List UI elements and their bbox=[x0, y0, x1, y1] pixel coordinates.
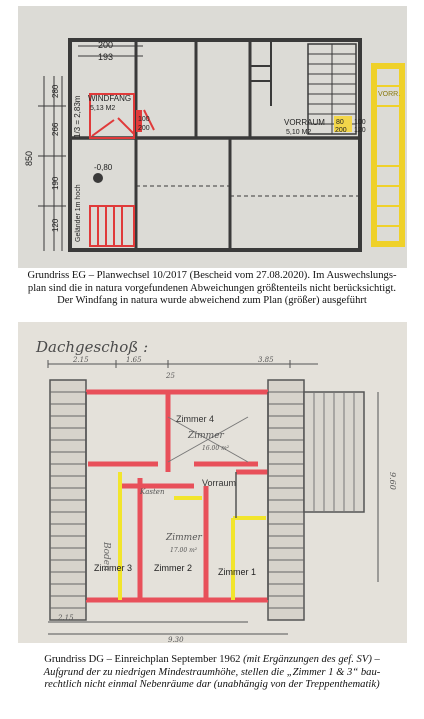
railing-label: Geländer 1m hoch bbox=[75, 184, 82, 242]
zimmer4-orig-label: Zimmer bbox=[188, 431, 224, 441]
door-200b: 200 bbox=[335, 127, 347, 134]
door-200a: 200 bbox=[138, 125, 150, 132]
dim-bottom-930: 9.30 bbox=[168, 636, 184, 643]
caption2-line2 bbox=[8, 667, 416, 680]
vorraum-area: 5,10 M2 bbox=[286, 129, 312, 136]
caption2-line3 bbox=[8, 679, 416, 692]
ground-floor-plan-image bbox=[18, 6, 407, 268]
ground-floor-caption bbox=[8, 270, 416, 308]
vorr-label: VORR. bbox=[378, 91, 401, 98]
door-120: 120 bbox=[354, 127, 366, 134]
dim-193: 193 bbox=[98, 52, 114, 62]
windfang-label: WINDFANG bbox=[88, 94, 132, 103]
dim-280: 280 bbox=[51, 84, 60, 98]
dim-top-25: 25 bbox=[166, 372, 175, 380]
level-label: -0,80 bbox=[94, 163, 113, 172]
caption1-line1: Grundriss EG – Planwechsel 10/2017 (Bescheid vom 27.08.2020). Im Auswechslungs- bbox=[27, 270, 397, 281]
attic-floor-plan-image bbox=[18, 322, 407, 643]
zimmer4-label: Zimmer 4 bbox=[176, 414, 214, 424]
zimmer1-label: Zimmer 1 bbox=[218, 567, 256, 577]
door-100b: 100 bbox=[354, 119, 366, 126]
vorraum-label: VORRAUM bbox=[284, 118, 325, 127]
kasten-label: Kasten bbox=[140, 488, 165, 496]
caption1-line2: plan sind die in natura vorgefundenen Abweichungen größtenteils nicht berücksichtigt. bbox=[27, 282, 397, 294]
dim-266: 266 bbox=[51, 122, 60, 136]
door-80: 80 bbox=[336, 119, 344, 126]
zimmer4-area: 16.00 m² bbox=[202, 445, 230, 452]
vorraum-label: Vorraum bbox=[202, 478, 237, 488]
stair-height-label: 1/3 = 2,83m bbox=[73, 95, 82, 138]
dim-120: 120 bbox=[51, 218, 60, 232]
dim-bottom-215: 2.15 bbox=[58, 614, 74, 622]
dim-top-385: 3.85 bbox=[258, 356, 274, 364]
door-100a: 100 bbox=[138, 116, 150, 123]
dim-200: 200 bbox=[98, 40, 114, 50]
dim-190: 190 bbox=[51, 176, 60, 190]
caption2-line1-italic: (mit Ergänzungen des gef. SV) – bbox=[243, 654, 380, 665]
zimmer2-label: Zimmer 2 bbox=[154, 563, 192, 573]
zimmer3-label: Zimmer 3 bbox=[94, 563, 132, 573]
zimmer-center-area: 17.00 m² bbox=[170, 547, 198, 554]
dim-850: 850 bbox=[24, 150, 34, 166]
caption2-line1 bbox=[8, 654, 416, 667]
dim-side-960: 9.60 bbox=[388, 472, 397, 490]
caption1-line3: Der Windfang in natura wurde abweichend zum Plan (größer) ausgeführt bbox=[57, 295, 367, 307]
windfang-area: 5,13 M2 bbox=[90, 105, 116, 112]
caption2-line2-text: Aufgrund der zu niedrigen Mindestraumhöhe, stellen die „Zimmer 1 & 3“ bau- bbox=[43, 666, 381, 678]
attic-floor-caption bbox=[8, 654, 416, 692]
dim-top-215: 2.15 bbox=[73, 356, 89, 364]
zimmer-center-label: Zimmer bbox=[166, 533, 202, 543]
attic-title: Dachgeschoß : bbox=[36, 338, 149, 356]
caption2-line3-text: rechtlich nicht einmal Nebenräume dar (unabhängig von der Treppenthematik) bbox=[44, 679, 380, 691]
boden-label: Boden bbox=[101, 542, 111, 571]
caption2-line1-plain: Grundriss DG – Einreichplan September 1962 bbox=[44, 654, 244, 665]
dim-top-165: 1.65 bbox=[126, 356, 142, 364]
